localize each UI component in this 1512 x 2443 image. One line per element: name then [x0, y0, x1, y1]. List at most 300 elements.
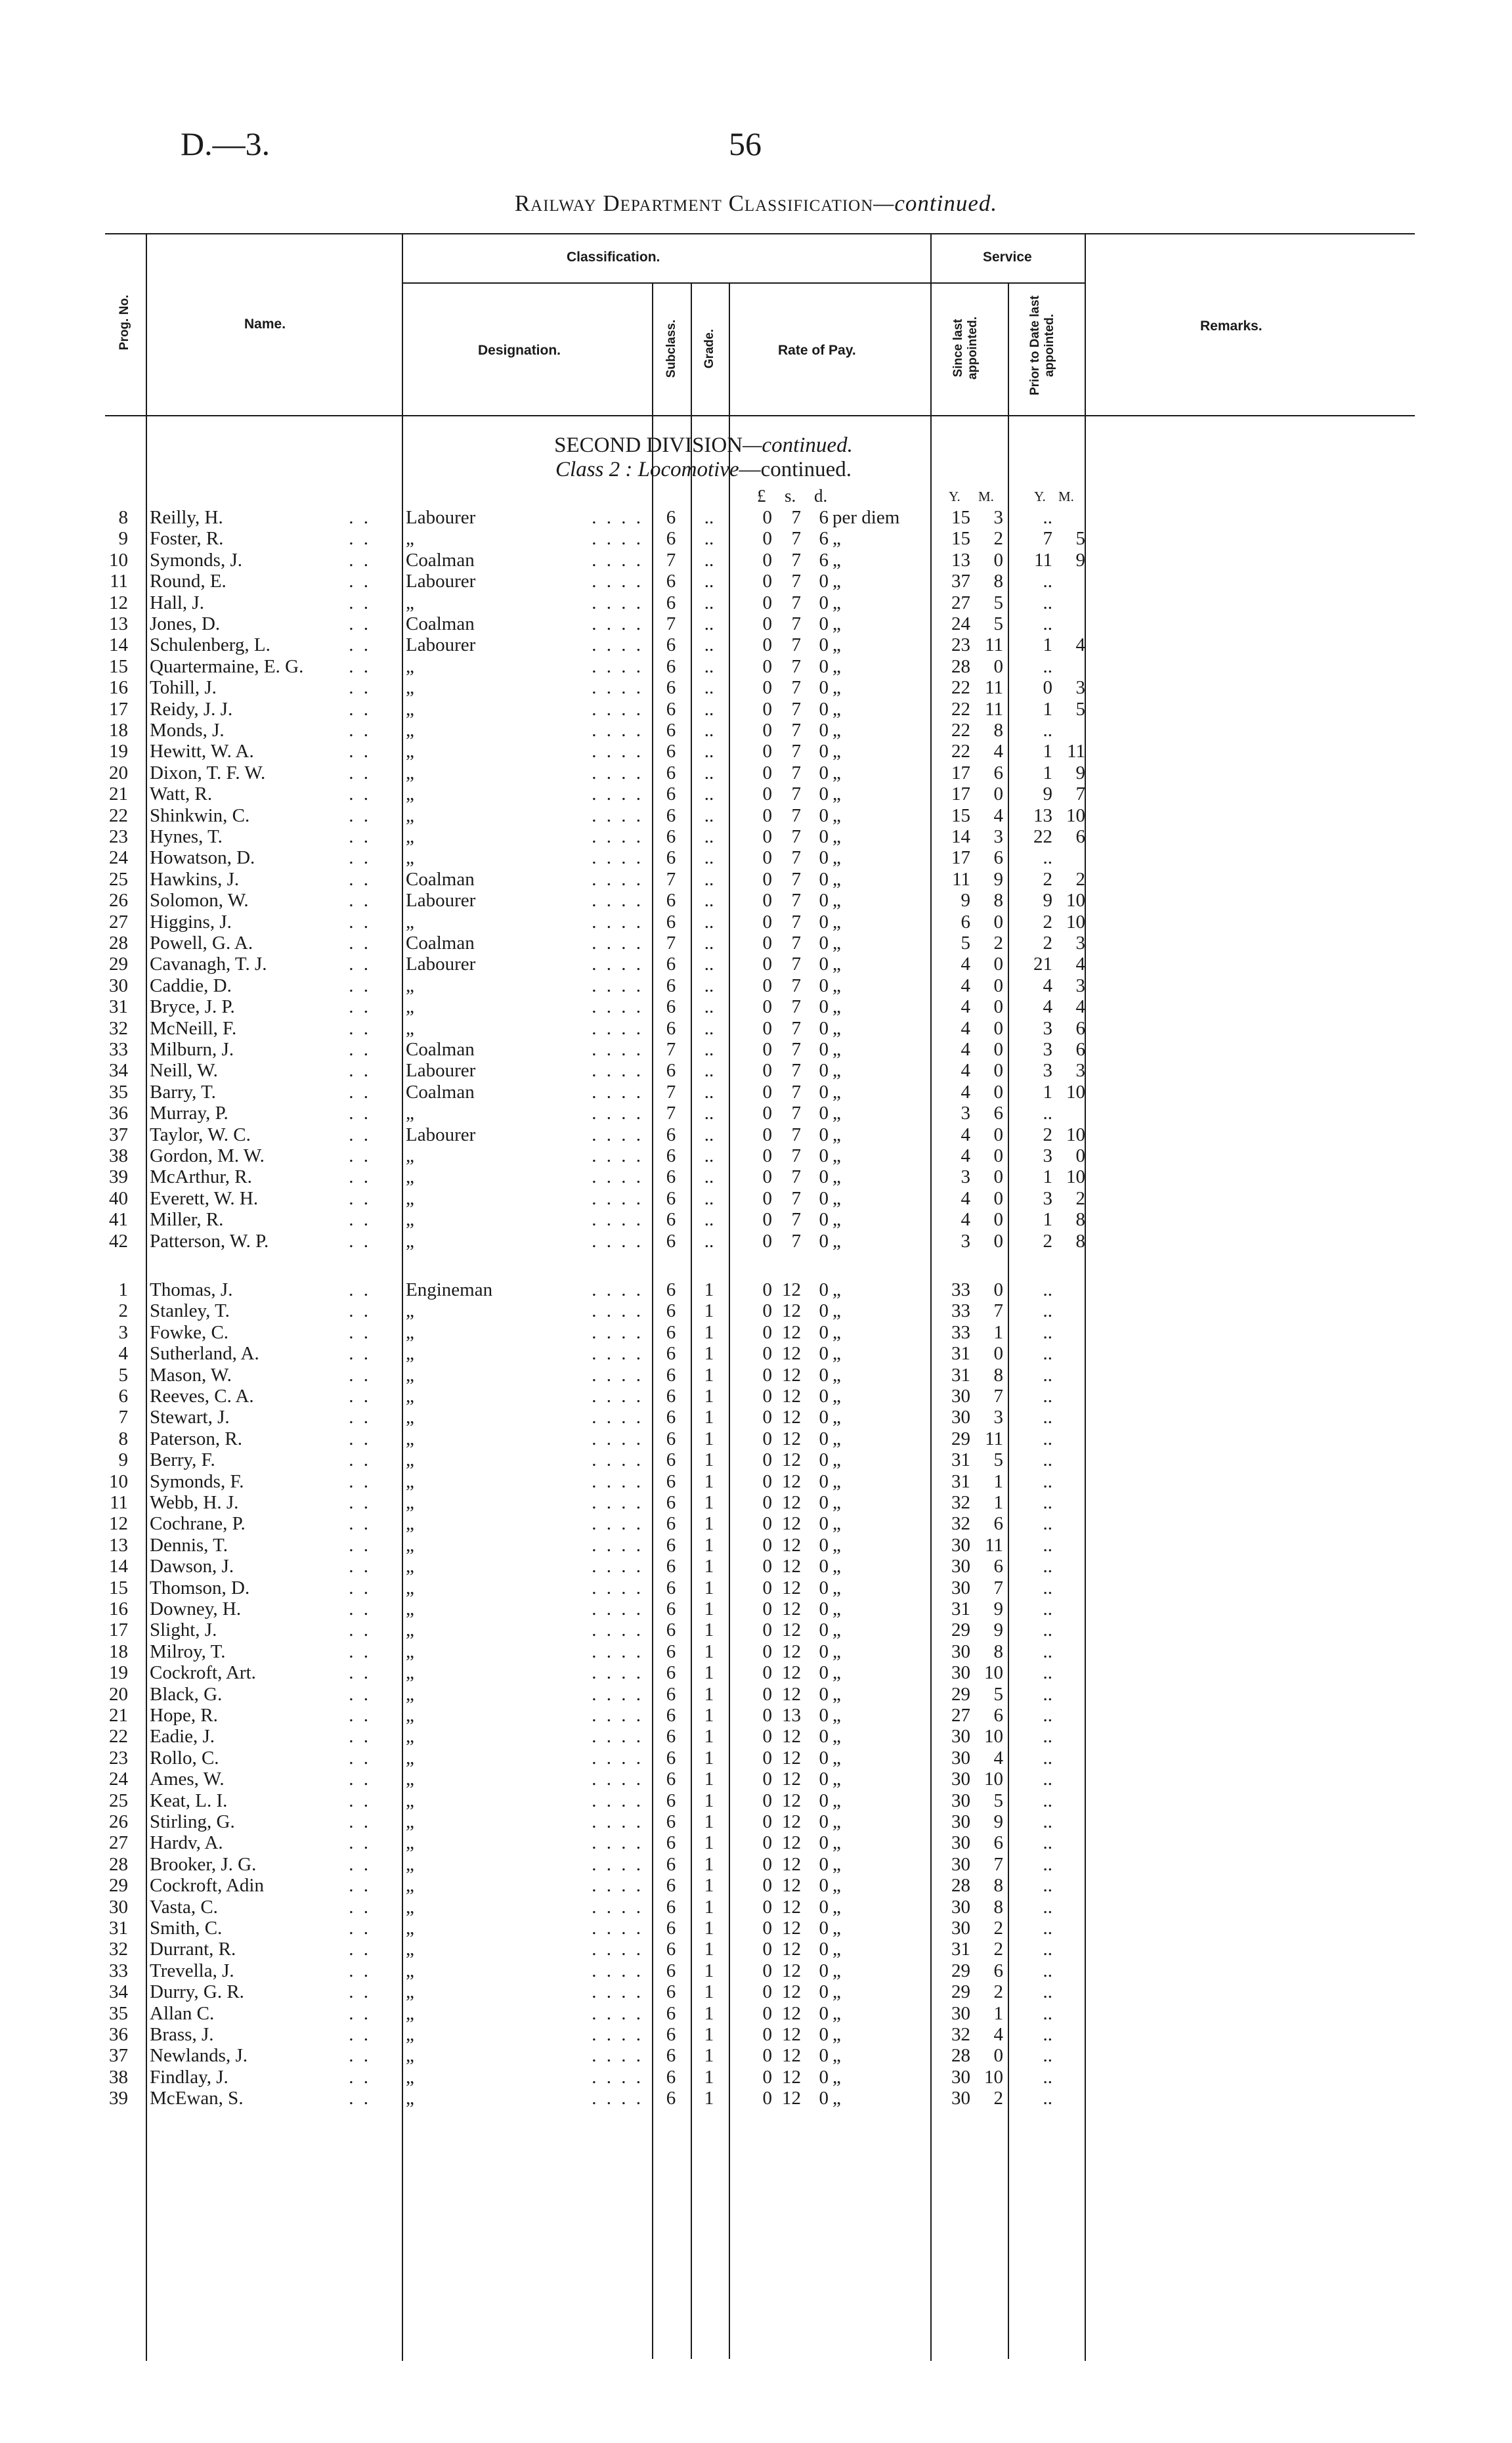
employee-name: Reidy, J. J.: [150, 698, 233, 720]
designation: „: [406, 1769, 414, 1790]
designation: „: [406, 741, 414, 762]
pay-basis: „: [832, 528, 841, 550]
grade: ..: [704, 911, 714, 933]
prior-years: 3: [1043, 1039, 1052, 1060]
prog-no: 14: [109, 1556, 128, 1577]
pay-pounds: 0: [762, 1321, 772, 1343]
since-months: 10: [984, 1769, 1003, 1790]
subclass: 7: [666, 1081, 676, 1103]
since-months: 8: [993, 571, 1003, 592]
table-row: [0, 1060, 1116, 1081]
prog-no: 29: [109, 1875, 128, 1897]
designation: Labourer: [406, 507, 476, 528]
grade: ..: [704, 698, 714, 720]
table-row: [0, 1300, 1116, 1321]
prior-years: ..: [1043, 1534, 1052, 1556]
prior-years: 4: [1043, 975, 1052, 996]
pay-pence: 0: [819, 1081, 829, 1103]
pay-shillings: 7: [791, 783, 801, 805]
prior-years: ..: [1043, 1343, 1052, 1365]
designation: „: [406, 996, 414, 1018]
pay-pence: 0: [819, 1683, 829, 1705]
leader-dots: . . . .: [592, 762, 643, 783]
prior-months: 6: [1075, 826, 1085, 847]
leader-dots: . . . .: [592, 1230, 643, 1252]
since-months: 8: [993, 1875, 1003, 1897]
prior-months: 3: [1075, 677, 1085, 699]
leader-dots: . .: [349, 1017, 371, 1039]
leader-dots: . . . .: [592, 1981, 643, 2003]
since-years: 24: [951, 613, 970, 634]
since-years: 4: [961, 1039, 970, 1060]
pay-pence: 0: [819, 1705, 829, 1726]
pay-shillings: 7: [791, 847, 801, 869]
grade: 1: [704, 1918, 714, 1939]
since-years: 30: [951, 2002, 970, 2024]
pay-pounds: 0: [762, 1470, 772, 1492]
prior-years: ..: [1043, 1449, 1052, 1471]
since-years: 29: [951, 1683, 970, 1705]
pay-shillings: 7: [791, 890, 801, 912]
since-years: 30: [951, 1747, 970, 1769]
prior-years: ..: [1043, 1875, 1052, 1897]
leader-dots: . . . .: [592, 2002, 643, 2024]
designation: Engineman: [406, 1279, 493, 1300]
subclass: 6: [666, 1769, 676, 1790]
prog-no: 27: [109, 911, 128, 933]
pay-pence: 0: [819, 1981, 829, 2003]
designation: Coalman: [406, 1081, 475, 1103]
leader-dots: . .: [349, 1640, 371, 1662]
employee-name: Taylor, W. C.: [150, 1124, 251, 1145]
grade: 1: [704, 1619, 714, 1641]
since-years: 30: [951, 2066, 970, 2088]
grade: 1: [704, 1683, 714, 1705]
subclass: 6: [666, 2045, 676, 2067]
grade: 1: [704, 1960, 714, 1981]
pay-basis: „: [832, 655, 841, 677]
subclass: 6: [666, 1449, 676, 1471]
since-years: 33: [951, 1279, 970, 1300]
since-months: 9: [993, 1811, 1003, 1832]
subclass: 6: [666, 1187, 676, 1209]
table-row: [0, 1811, 1116, 1832]
subclass: 6: [666, 2088, 676, 2109]
grade: 1: [704, 1790, 714, 1811]
designation: „: [406, 762, 414, 783]
pay-shillings: 7: [791, 592, 801, 613]
prior-years: ..: [1043, 1321, 1052, 1343]
employee-name: Cockroft, Adin: [150, 1875, 264, 1897]
table-row: [0, 1662, 1116, 1683]
prior-years: ..: [1043, 720, 1052, 741]
pay-pounds: 0: [762, 1960, 772, 1981]
subclass: 7: [666, 549, 676, 571]
pay-pence: 0: [819, 1556, 829, 1577]
employee-name: Reeves, C. A.: [150, 1386, 254, 1407]
pay-basis: „: [832, 1124, 841, 1145]
since-months: 7: [993, 1853, 1003, 1875]
subclass: 6: [666, 1534, 676, 1556]
designation: „: [406, 1640, 414, 1662]
pay-pence: 0: [819, 1321, 829, 1343]
pay-pence: 0: [819, 2045, 829, 2067]
grade: 1: [704, 1875, 714, 1897]
subclass: 6: [666, 911, 676, 933]
pay-pounds: 0: [762, 1790, 772, 1811]
pay-pounds: 0: [762, 868, 772, 890]
grade: ..: [704, 890, 714, 912]
employee-name: Stirling, G.: [150, 1811, 235, 1832]
designation: „: [406, 1577, 414, 1598]
pay-pence: 6: [819, 549, 829, 571]
pay-basis: „: [832, 1060, 841, 1082]
prog-no: 12: [109, 1513, 128, 1535]
employee-name: Symonds, J.: [150, 549, 243, 571]
subclass: 6: [666, 720, 676, 741]
table-row: [0, 613, 1116, 634]
prog-no: 27: [109, 1832, 128, 1854]
pay-shillings: 12: [782, 1896, 801, 1918]
pay-basis: „: [832, 1981, 841, 2003]
prior-months: 6: [1075, 1039, 1085, 1060]
since-months: 10: [984, 1726, 1003, 1748]
leader-dots: . . . .: [592, 1209, 643, 1231]
pay-basis: „: [832, 741, 841, 762]
prior-months: 10: [1066, 911, 1085, 933]
prior-years: ..: [1043, 571, 1052, 592]
page-title: [0, 190, 1512, 217]
designation: „: [406, 1492, 414, 1513]
since-months: 5: [993, 1790, 1003, 1811]
since-years: 32: [951, 1513, 970, 1535]
pay-pounds: 0: [762, 1428, 772, 1449]
pay-pence: 0: [819, 741, 829, 762]
pay-pounds: 0: [762, 1769, 772, 1790]
table-row: [0, 2045, 1116, 2066]
title-suffix: —continued.: [873, 190, 998, 216]
prog-no: 9: [118, 528, 128, 550]
grade: ..: [704, 804, 714, 826]
prog-no: 25: [109, 1790, 128, 1811]
designation: Labourer: [406, 1060, 476, 1082]
pay-basis: „: [832, 2088, 841, 2109]
pay-shillings: 7: [791, 804, 801, 826]
prior-months: 10: [1066, 804, 1085, 826]
prog-no: 14: [109, 634, 128, 656]
grade: 1: [704, 1407, 714, 1428]
pay-pounds: 0: [762, 1918, 772, 1939]
employee-name: Dawson, J.: [150, 1556, 234, 1577]
pay-shillings: 12: [782, 1577, 801, 1598]
pay-pounds: 0: [762, 1853, 772, 1875]
subclass: 6: [666, 592, 676, 613]
since-years: 30: [951, 1640, 970, 1662]
subclass: 6: [666, 1428, 676, 1449]
grade: ..: [704, 1166, 714, 1188]
designation: Labourer: [406, 571, 476, 592]
pay-basis: „: [832, 911, 841, 933]
pay-pence: 0: [819, 1492, 829, 1513]
subclass: 6: [666, 1726, 676, 1748]
table-row: [0, 677, 1116, 698]
designation: „: [406, 1166, 414, 1188]
since-years: 28: [951, 1875, 970, 1897]
pay-pounds: 0: [762, 1230, 772, 1252]
prior-years: ..: [1043, 507, 1052, 528]
grade: 1: [704, 1769, 714, 1790]
leader-dots: . .: [349, 933, 371, 954]
unit-years-since: Y.: [949, 489, 961, 504]
leader-dots: . .: [349, 1209, 371, 1231]
since-months: 3: [993, 826, 1003, 847]
since-years: 4: [961, 1209, 970, 1231]
pay-pence: 0: [819, 592, 829, 613]
prog-no: 17: [109, 698, 128, 720]
pay-basis: „: [832, 1960, 841, 1981]
pay-basis: „: [832, 2066, 841, 2088]
pay-shillings: 12: [782, 1640, 801, 1662]
leader-dots: . .: [349, 2088, 371, 2109]
since-months: 4: [993, 1747, 1003, 1769]
pay-pounds: 0: [762, 1640, 772, 1662]
pay-shillings: 12: [782, 1683, 801, 1705]
since-months: 0: [993, 1081, 1003, 1103]
prog-no: 42: [109, 1230, 128, 1252]
prog-no: 2: [118, 1300, 128, 1322]
pay-pounds: 0: [762, 1726, 772, 1748]
pay-shillings: 7: [791, 1145, 801, 1166]
since-months: 0: [993, 1166, 1003, 1188]
subclass: 6: [666, 1747, 676, 1769]
prior-years: ..: [1043, 1811, 1052, 1832]
pay-pounds: 0: [762, 996, 772, 1018]
pay-shillings: 7: [791, 677, 801, 699]
pay-pence: 0: [819, 1811, 829, 1832]
prog-no: 21: [109, 1705, 128, 1726]
since-years: 32: [951, 2024, 970, 2045]
since-years: 4: [961, 954, 970, 975]
leader-dots: . . . .: [592, 1811, 643, 1832]
table-row: [0, 699, 1116, 720]
since-years: 30: [951, 1769, 970, 1790]
employee-name: Monds, J.: [150, 720, 225, 741]
pay-pounds: 0: [762, 592, 772, 613]
pay-basis: „: [832, 698, 841, 720]
employee-name: Stanley, T.: [150, 1300, 230, 1322]
prog-no: 22: [109, 804, 128, 826]
pay-pence: 0: [819, 1017, 829, 1039]
leader-dots: . .: [349, 1534, 371, 1556]
prior-years: 2: [1043, 933, 1052, 954]
pay-basis: „: [832, 1896, 841, 1918]
designation: „: [406, 698, 414, 720]
unit-pence: d.: [814, 486, 828, 506]
grade: ..: [704, 783, 714, 805]
table-row: [0, 1279, 1116, 1300]
pay-shillings: 12: [782, 1364, 801, 1386]
leader-dots: . .: [349, 1230, 371, 1252]
table-row: [0, 550, 1116, 571]
col-head-service: Service: [983, 250, 1032, 265]
pay-basis: „: [832, 933, 841, 954]
pay-shillings: 7: [791, 1187, 801, 1209]
since-years: 30: [951, 1811, 970, 1832]
leader-dots: . . . .: [592, 1747, 643, 1769]
since-years: 22: [951, 698, 970, 720]
leader-dots: . . . .: [592, 868, 643, 890]
subclass: 6: [666, 1832, 676, 1854]
grade: ..: [704, 677, 714, 699]
since-years: 30: [951, 1918, 970, 1939]
leader-dots: . . . .: [592, 634, 643, 656]
employee-name: Vasta, C.: [150, 1896, 218, 1918]
leader-dots: . . . .: [592, 2024, 643, 2045]
pay-basis: „: [832, 1103, 841, 1124]
employee-name: Black, G.: [150, 1683, 223, 1705]
table-row: [0, 720, 1116, 741]
leader-dots: . . . .: [592, 1640, 643, 1662]
pay-pence: 0: [819, 1428, 829, 1449]
prog-no: 33: [109, 1039, 128, 1060]
grade: ..: [704, 720, 714, 741]
since-months: 8: [993, 1364, 1003, 1386]
pay-pence: 0: [819, 1166, 829, 1188]
grade: ..: [704, 1081, 714, 1103]
prog-no: 29: [109, 954, 128, 975]
grade: 1: [704, 1853, 714, 1875]
designation: „: [406, 1705, 414, 1726]
pay-basis: „: [832, 1230, 841, 1252]
pay-pounds: 0: [762, 1981, 772, 2003]
designation: „: [406, 1364, 414, 1386]
subclass: 6: [666, 1166, 676, 1188]
grade: ..: [704, 507, 714, 528]
pay-pounds: 0: [762, 1577, 772, 1598]
pay-shillings: 7: [791, 1103, 801, 1124]
pay-pounds: 0: [762, 634, 772, 656]
leader-dots: . . . .: [592, 1492, 643, 1513]
pay-basis: „: [832, 1747, 841, 1769]
prior-months: 10: [1066, 1166, 1085, 1188]
pay-shillings: 7: [791, 655, 801, 677]
subclass: 6: [666, 975, 676, 996]
prior-months: 5: [1075, 698, 1085, 720]
employee-name: Gordon, M. W.: [150, 1145, 265, 1166]
designation: „: [406, 1300, 414, 1322]
table-row: [0, 1748, 1116, 1769]
designation: „: [406, 1103, 414, 1124]
pay-pence: 0: [819, 1279, 829, 1300]
leader-dots: . . . .: [592, 592, 643, 613]
leader-dots: . . . .: [592, 1662, 643, 1684]
employee-name: Howatson, D.: [150, 847, 255, 869]
subclass: 6: [666, 1407, 676, 1428]
prior-months: 3: [1075, 933, 1085, 954]
grade: ..: [704, 549, 714, 571]
designation: „: [406, 826, 414, 847]
table-row: [0, 528, 1116, 549]
grade: 1: [704, 1577, 714, 1598]
designation: „: [406, 1343, 414, 1365]
pay-basis: „: [832, 1790, 841, 1811]
leader-dots: . . . .: [592, 1386, 643, 1407]
since-months: 3: [993, 507, 1003, 528]
designation: „: [406, 1598, 414, 1619]
employee-name: Mason, W.: [150, 1364, 232, 1386]
prior-years: ..: [1043, 613, 1052, 634]
since-months: 0: [993, 1343, 1003, 1365]
pay-shillings: 12: [782, 1407, 801, 1428]
table-row: [0, 1103, 1116, 1124]
prog-no: 30: [109, 1896, 128, 1918]
pay-pounds: 0: [762, 655, 772, 677]
prior-years: ..: [1043, 1470, 1052, 1492]
prior-years: 2: [1043, 868, 1052, 890]
leader-dots: . . . .: [592, 1470, 643, 1492]
designation: „: [406, 655, 414, 677]
pay-shillings: 12: [782, 2088, 801, 2109]
grade: ..: [704, 1124, 714, 1145]
pay-pence: 0: [819, 1640, 829, 1662]
pay-basis: „: [832, 1145, 841, 1166]
prior-years: 11: [1034, 549, 1052, 571]
unit-pounds: £: [757, 486, 766, 506]
subclass: 6: [666, 677, 676, 699]
pay-shillings: 7: [791, 996, 801, 1018]
prog-no: 20: [109, 1683, 128, 1705]
pay-pounds: 0: [762, 783, 772, 805]
designation: „: [406, 1790, 414, 1811]
designation: „: [406, 1896, 414, 1918]
prog-no: 24: [109, 1769, 128, 1790]
pay-basis: „: [832, 1875, 841, 1897]
subclass: 6: [666, 996, 676, 1018]
prog-no: 6: [118, 1386, 128, 1407]
since-months: 6: [993, 1103, 1003, 1124]
prog-no: 26: [109, 1811, 128, 1832]
since-years: 17: [951, 783, 970, 805]
since-months: 0: [993, 975, 1003, 996]
leader-dots: . .: [349, 571, 371, 592]
prior-years: ..: [1043, 1407, 1052, 1428]
since-years: 29: [951, 1619, 970, 1641]
since-years: 22: [951, 720, 970, 741]
prior-years: 0: [1043, 677, 1052, 699]
since-months: 4: [993, 804, 1003, 826]
designation: „: [406, 2088, 414, 2109]
employee-name: Caddie, D.: [150, 975, 232, 996]
employee-name: Stewart, J.: [150, 1407, 230, 1428]
prior-months: 2: [1075, 868, 1085, 890]
subclass: 6: [666, 634, 676, 656]
leader-dots: . . . .: [592, 1683, 643, 1705]
since-months: 6: [993, 762, 1003, 783]
prior-years: ..: [1043, 1769, 1052, 1790]
leader-dots: . .: [349, 826, 371, 847]
pay-shillings: 12: [782, 1832, 801, 1854]
pay-shillings: 12: [782, 1726, 801, 1748]
prior-months: 10: [1066, 1124, 1085, 1145]
prog-no: 11: [110, 571, 128, 592]
pay-basis: „: [832, 1853, 841, 1875]
pay-basis: „: [832, 2045, 841, 2067]
grade: 1: [704, 1300, 714, 1322]
prior-years: ..: [1043, 1577, 1052, 1598]
pay-shillings: 12: [782, 1492, 801, 1513]
leader-dots: . .: [349, 1960, 371, 1981]
since-months: 0: [993, 1230, 1003, 1252]
